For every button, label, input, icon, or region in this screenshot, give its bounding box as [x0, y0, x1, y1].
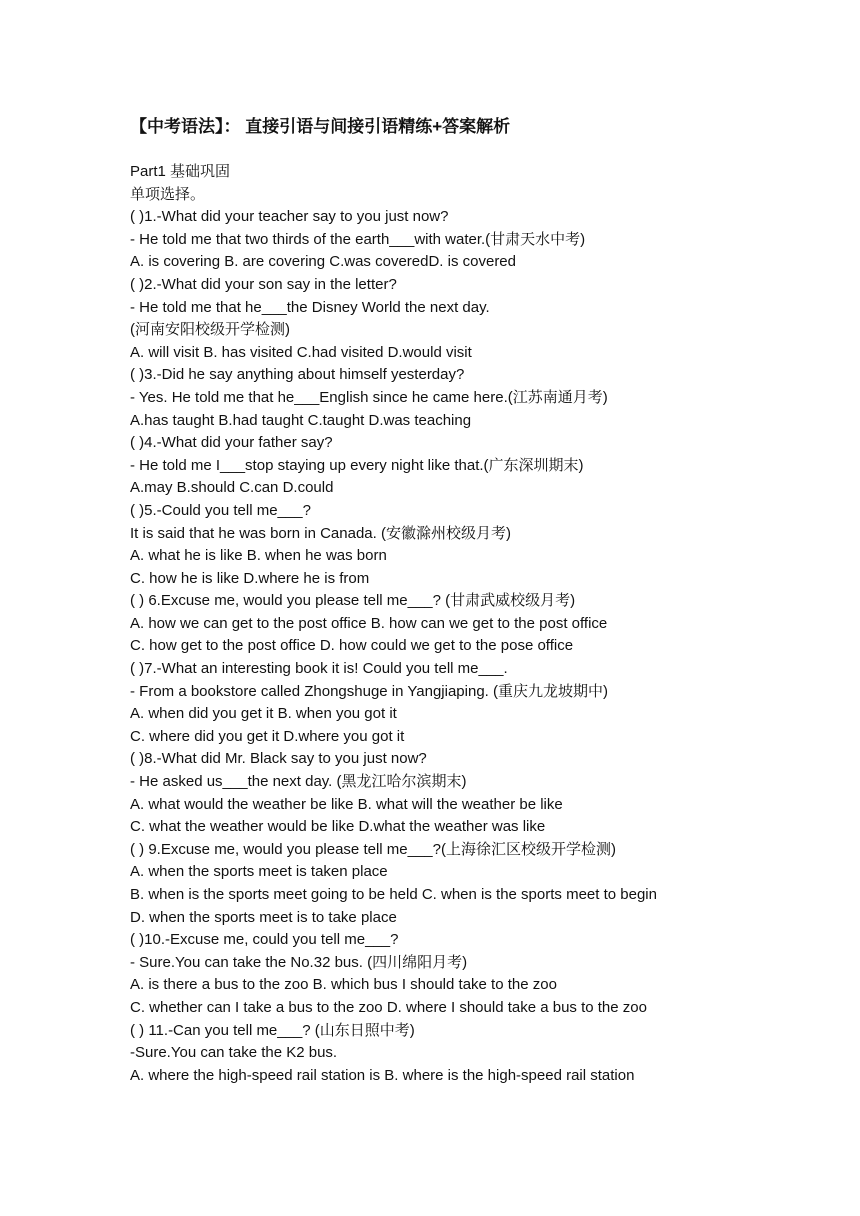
options-line: A. when did you get it B. when you got it	[130, 705, 397, 723]
question-line: - Sure.You can take the No.32 bus. (四川绵阳月考)	[130, 953, 468, 971]
options-line: C. how he is like D.where he is from	[130, 569, 370, 587]
options-line: A. what he is like B. when he was born	[130, 547, 387, 565]
question-line: - From a bookstore called Zhongshuge in Yangjiaping. (重庆九龙坡期中)	[130, 682, 608, 700]
options-line: A.has taught B.had taught C.taught D.was teaching	[130, 411, 472, 429]
options-line: A. what would the weather be like B. what will the weather be like	[130, 795, 563, 813]
question-line: -Sure.You can take the K2 bus.	[130, 1044, 338, 1062]
options-line: A. is covering B. are covering C.was coveredD. is covered	[130, 253, 516, 271]
question-line: - He told me that two thirds of the earth___with water.(甘肃天水中考)	[130, 230, 586, 248]
question-line: ( ) 11.-Can you tell me___? (山东日照中考)	[130, 1021, 415, 1039]
section-instruction: 单项选择。	[130, 185, 206, 203]
question-line: ( )1.-What did your teacher say to you just now?	[130, 208, 449, 226]
question-line: - He told me that he___the Disney World the next day.	[130, 298, 490, 316]
question-line: ( ) 6.Excuse me, would you please tell me___? (甘肃武威校级月考)	[130, 592, 576, 610]
options-line: B. when is the sports meet going to be held C. when is the sports meet to begin	[130, 886, 657, 903]
question-line: ( )5.-Could you tell me___?	[130, 501, 311, 519]
section-heading: Part1 基础巩固	[130, 163, 231, 180]
question-line: - Yes. He told me that he___English since he came here.(江苏南通月考)	[130, 388, 608, 406]
question-line: ( )4.-What did your father say?	[130, 434, 333, 452]
document-body	[130, 161, 830, 1087]
question-line: ( )2.-What did your son say in the letter?	[130, 275, 397, 293]
question-line: ( )8.-What did Mr. Black say to you just now?	[130, 750, 427, 768]
options-line: A. is there a bus to the zoo B. which bus I should take to the zoo	[130, 976, 557, 994]
options-line: C. how get to the post office D. how could we get to the pose office	[130, 637, 574, 655]
document-title: 【中考语法】： 直接引语与间接引语精练+答案解析	[130, 117, 511, 136]
question-line: ( )7.-What an interesting book it is! Could you tell me___.	[130, 660, 508, 678]
options-line: C. what the weather would be like D.what the weather was like	[130, 818, 546, 836]
question-line: - He told me I___stop staying up every night like that.(广东深圳期末)	[130, 456, 584, 474]
options-line: C. where did you get it D.where you got it	[130, 727, 405, 745]
question-line: It is said that he was born in Canada. (安徽滁州校级月考)	[130, 524, 511, 542]
options-line: A.may B.should C.can D.could	[130, 479, 334, 497]
options-line: C. whether can I take a bus to the zoo D. where I should take a bus to the zoo	[130, 998, 647, 1016]
question-line: ( )10.-Excuse me, could you tell me___?	[130, 931, 399, 949]
options-line: D. when the sports meet is to take place	[130, 908, 397, 926]
options-line: A. when the sports meet is taken place	[130, 863, 388, 881]
question-line: ( ) 9.Excuse me, would you please tell me___?(上海徐汇区校级开学检测)	[130, 840, 616, 858]
options-line: A. how we can get to the post office B. how can we get to the post office	[130, 614, 608, 632]
source-line: (河南安阳校级开学检测)	[130, 321, 290, 339]
question-line: ( )3.-Did he say anything about himself yesterday?	[130, 366, 465, 384]
question-line: - He asked us___the next day. (黑龙江哈尔滨期末)	[130, 773, 467, 791]
options-line: A. will visit B. has visited C.had visited D.would visit	[130, 343, 472, 361]
options-line: A. where the high-speed rail station is B. where is the high-speed rail station	[130, 1066, 635, 1084]
